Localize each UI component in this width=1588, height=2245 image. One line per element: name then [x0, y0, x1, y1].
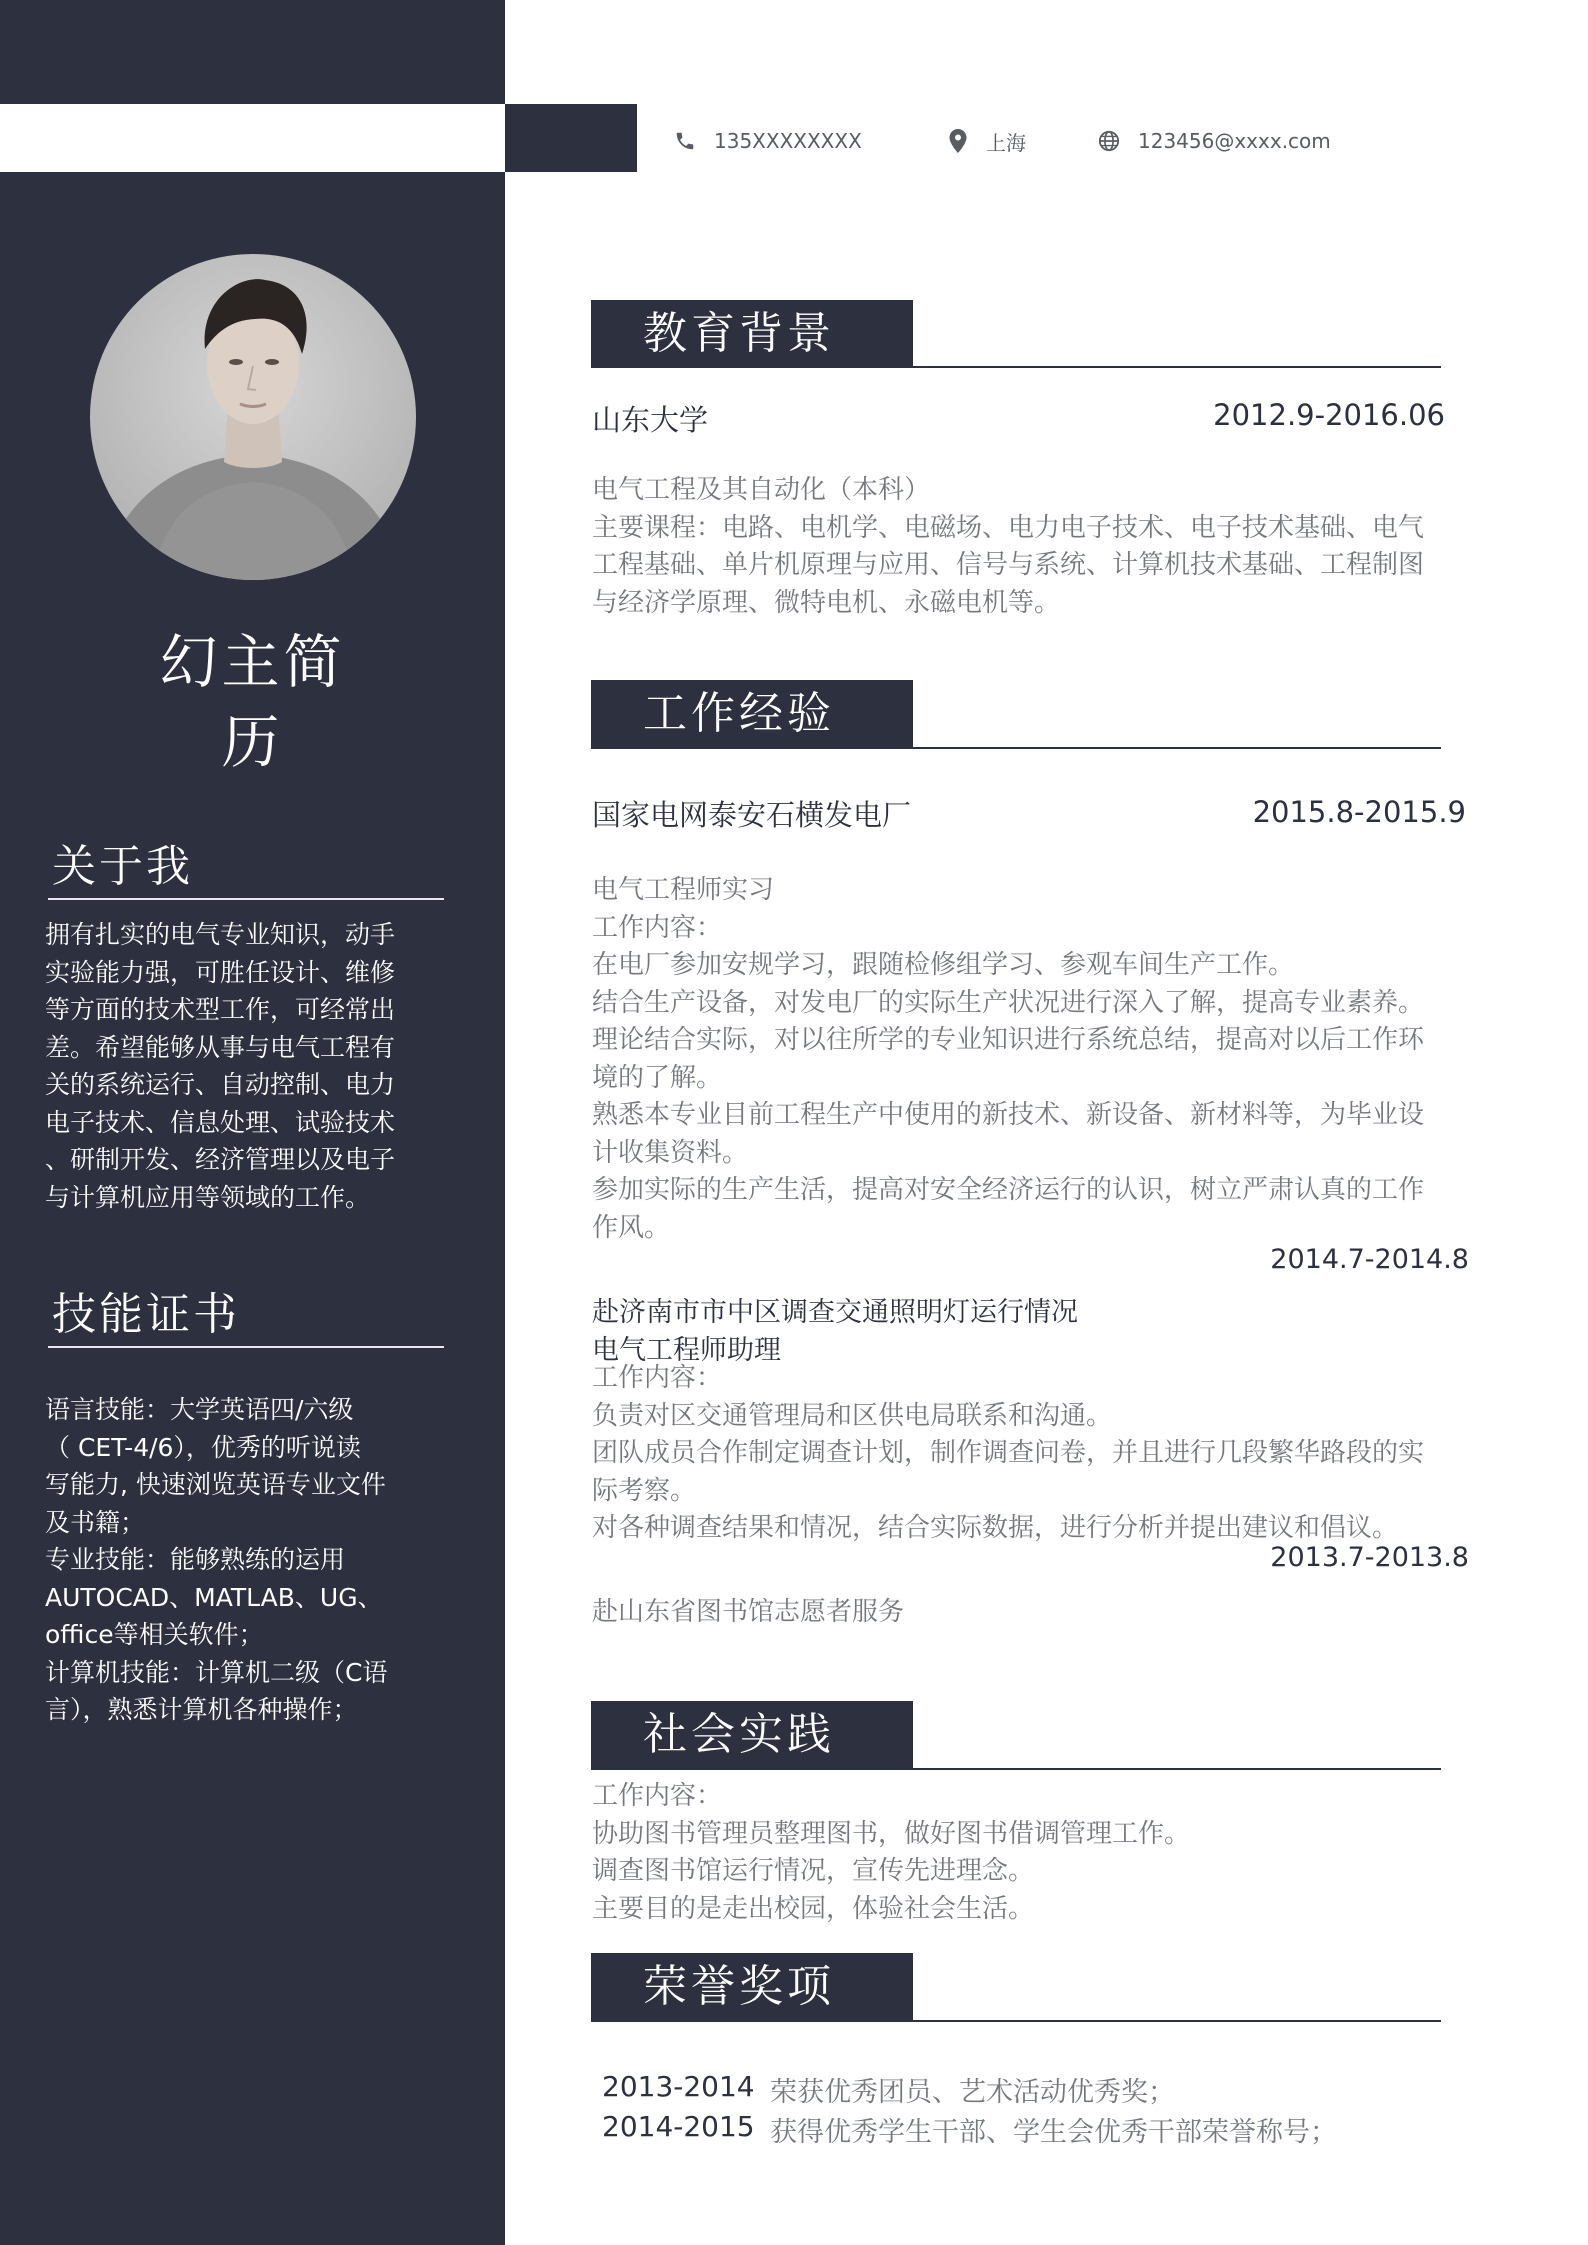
job1-line: 作风。 — [592, 1212, 671, 1243]
job1-line: 参加实际的生产生活，提高对安全经济运行的认识，树立严肃认真的工作 — [592, 1175, 1425, 1205]
job1-line: 理论结合实际，对以往所学的专业知识进行系统总结，提高对以后工作环 — [592, 1025, 1425, 1055]
contact-location — [948, 126, 1026, 156]
job1-details — [592, 872, 1462, 1247]
honors-heading: 荣誉奖项 — [591, 1953, 913, 2021]
skills-divider — [48, 1346, 444, 1348]
honor-year: 2014-2015 — [602, 2110, 755, 2143]
social-line: 调查图书馆运行情况，宣传先进理念。 — [592, 1856, 1035, 1886]
education-heading: 教育背景 — [591, 300, 913, 368]
job1-line: 计收集资料。 — [592, 1137, 749, 1168]
about-text — [45, 916, 445, 1216]
header-accent-block — [505, 104, 637, 172]
about-line: 关的系统运行、自动控制、电力 — [45, 1070, 396, 1099]
about-line: 实验能力强，可胜任设计、维修 — [45, 957, 396, 987]
email-text: 123456@xxxx.com — [1138, 129, 1331, 153]
work-divider — [591, 747, 1441, 749]
social-line: 协助图书管理员整理图书，做好图书借调管理工作。 — [592, 1818, 1191, 1849]
work-heading: 工作经验 — [591, 680, 913, 748]
header-band — [0, 104, 505, 172]
skills-line: 语言技能：大学英语四/六级 — [45, 1395, 354, 1424]
about-heading: 关于我 — [52, 841, 193, 892]
contact-email — [1098, 126, 1331, 156]
job1-date: 2015.8-2015.9 — [1252, 795, 1466, 829]
job1-line: 结合生产设备，对发电厂的实际生产状况进行深入了解，提高专业素养。 — [592, 987, 1425, 1018]
job2-line: 负责对区交通管理局和区供电局联系和沟通。 — [592, 1400, 1113, 1431]
honor-text: 获得优秀学生干部、学生会优秀干部荣誉称号； — [770, 2117, 1337, 2148]
about-line: 与计算机应用等领域的工作。 — [45, 1182, 371, 1212]
education-details — [592, 472, 1462, 622]
globe-icon — [1098, 130, 1120, 152]
job2-date: 2014.7-2014.8 — [1270, 1244, 1469, 1275]
social-line: 工作内容： — [592, 1781, 723, 1811]
education-date: 2012.9-2016.06 — [1213, 398, 1445, 432]
job2-line: 团队成员合作制定调查计划，制作调查问卷，并且进行几段繁华路段的实 — [592, 1438, 1425, 1468]
location-pin-icon — [948, 128, 968, 154]
about-divider — [48, 898, 444, 900]
school-name: 山东大学 — [592, 403, 709, 437]
job1-line: 在电厂参加安规学习，跟随检修组学习、参观车间生产工作。 — [592, 950, 1295, 980]
job1-line: 工作内容： — [592, 912, 723, 943]
resume-title-line-1: 幻主简 — [159, 628, 346, 696]
honor-text: 荣获优秀团员、艺术活动优秀奖； — [770, 2077, 1175, 2108]
skills-line: 及书籍； — [45, 1507, 146, 1537]
skills-line: 写能力, 快速浏览英语专业文件 — [45, 1470, 386, 1499]
phone-icon — [674, 130, 696, 152]
about-line: 拥有扎实的电气专业知识，动手 — [45, 920, 396, 949]
skills-line: AUTOCAD、MATLAB、UG、 — [45, 1582, 383, 1612]
job2-company: 赴济南市市中区调查交通照明灯运行情况 — [592, 1297, 1078, 1328]
course-line: 主要课程：电路、电机学、电磁场、电力电子技术、电子技术基础、电气 — [592, 512, 1425, 543]
about-line: 差。希望能够从事与电气工程有 — [45, 1032, 396, 1062]
about-line: 电子技术、信息处理、试验技术 — [45, 1107, 396, 1137]
skills-line: 计算机技能：计算机二级（C语 — [45, 1657, 388, 1687]
social-line: 主要目的是走出校园，体验社会生活。 — [592, 1893, 1035, 1924]
social-details — [592, 1778, 1462, 1928]
skills-line: office等相关软件； — [45, 1620, 264, 1649]
job1-company: 国家电网泰安石横发电厂 — [592, 798, 912, 832]
location-text: 上海 — [986, 130, 1026, 155]
job3-date: 2013.7-2013.8 — [1270, 1542, 1469, 1573]
course-line: 工程基础、单片机原理与应用、信号与系统、计算机技术基础、工程制图 — [592, 550, 1425, 580]
skills-line: （ CET-4/6），优秀的听说读 — [45, 1432, 361, 1462]
job2-line: 工作内容： — [592, 1363, 723, 1393]
skills-line: 专业技能：能够熟练的运用 — [45, 1545, 346, 1574]
avatar — [90, 254, 416, 580]
job2-details — [592, 1360, 1462, 1548]
phone-number: 135XXXXXXXX — [714, 129, 862, 153]
job1-line: 熟悉本专业目前工程生产中使用的新技术、新设备、新材料等，为毕业设 — [592, 1100, 1425, 1130]
education-divider — [591, 366, 1441, 368]
major-text: 电气工程及其自动化（本科） — [592, 475, 931, 505]
skills-heading: 技能证书 — [52, 1289, 240, 1340]
honor-year: 2013-2014 — [602, 2070, 755, 2103]
social-divider — [591, 1768, 1441, 1770]
skills-text — [45, 1391, 445, 1729]
job2-line: 对各种调查结果和情况，结合实际数据，进行分析并提出建议和倡议。 — [592, 1513, 1399, 1543]
job3-company: 赴山东省图书馆志愿者服务 — [592, 1597, 905, 1627]
skills-line: 言），熟悉计算机各种操作； — [45, 1695, 358, 1724]
course-line: 与经济学原理、微特电机、永磁电机等。 — [592, 587, 1061, 618]
honors-divider — [591, 2020, 1441, 2022]
job2-role: 电气工程师助理 — [592, 1335, 781, 1366]
social-heading: 社会实践 — [591, 1701, 913, 1769]
resume-title-line-2: 历 — [221, 708, 284, 776]
about-line: 等方面的技术型工作，可经常出 — [45, 995, 396, 1024]
about-line: 、研制开发、经济管理以及电子 — [45, 1145, 396, 1174]
job1-role: 电气工程师实习 — [592, 875, 775, 905]
resume-title — [0, 622, 505, 782]
profile-photo-illustration — [90, 254, 416, 580]
contact-phone — [674, 126, 862, 156]
job1-line: 境的了解。 — [592, 1062, 723, 1093]
job2-line: 际考察。 — [592, 1475, 697, 1506]
